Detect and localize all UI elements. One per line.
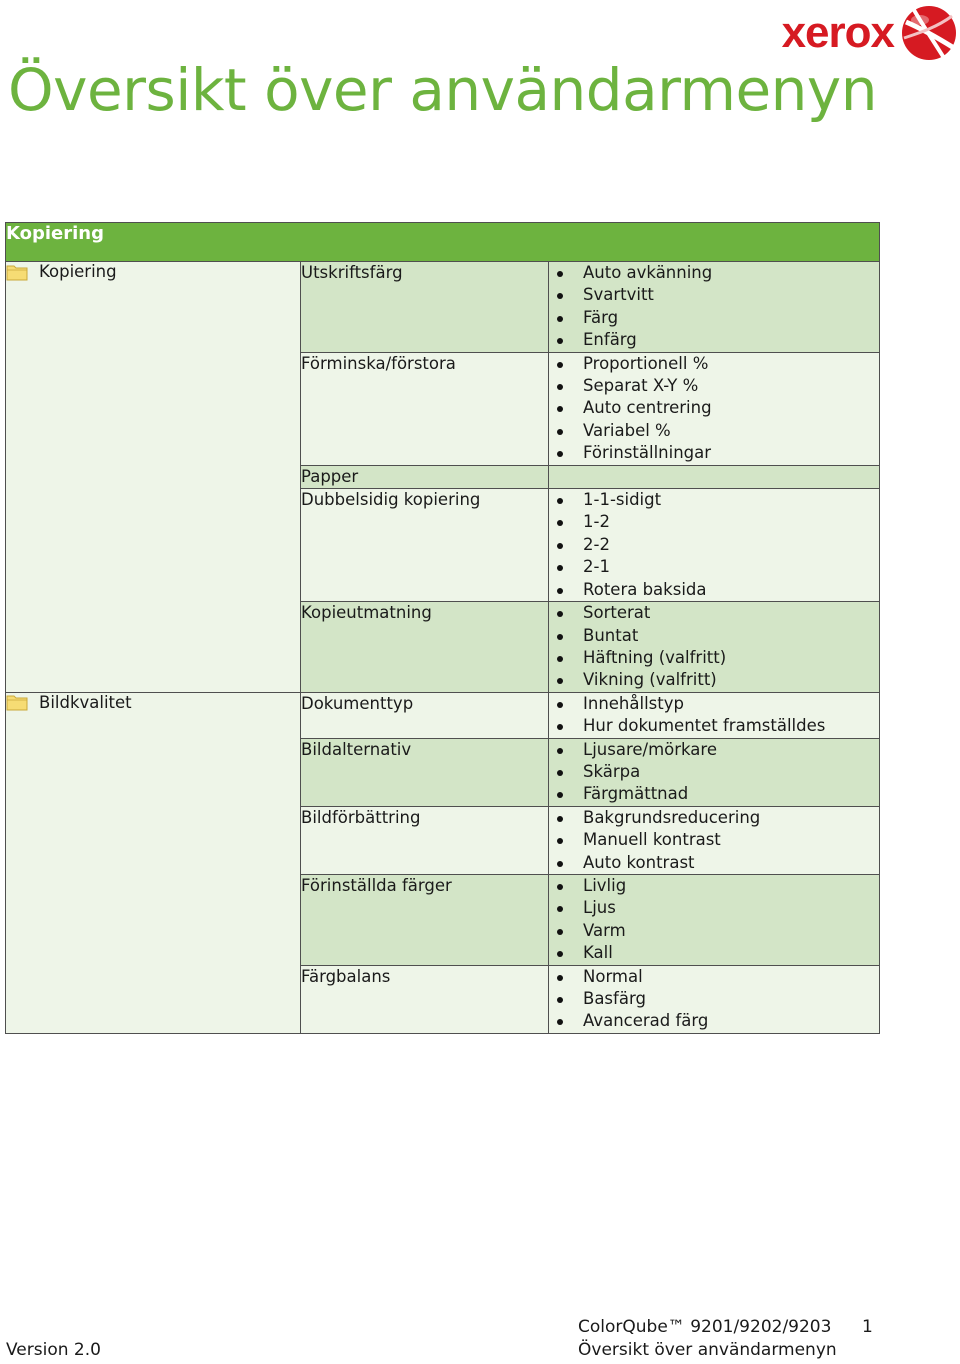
menu-row bbox=[6, 692, 880, 738]
user-menu-table bbox=[5, 222, 880, 1034]
option-item: Ljus bbox=[549, 897, 879, 919]
feature-name: Bildalternativ bbox=[301, 738, 549, 806]
feature-name: Papper bbox=[301, 465, 549, 488]
option-item: Förinställningar bbox=[549, 442, 879, 464]
option-item: Avancerad färg bbox=[549, 1010, 879, 1032]
feature-name: Bildförbättring bbox=[301, 806, 549, 874]
xerox-sphere-icon bbox=[900, 4, 958, 62]
option-list bbox=[549, 693, 879, 738]
option-list bbox=[549, 807, 879, 874]
footer-page-number: 1 bbox=[862, 1317, 873, 1337]
category-cell bbox=[6, 262, 301, 693]
option-item: Manuell kontrast bbox=[549, 829, 879, 851]
category-item bbox=[6, 262, 300, 281]
option-list bbox=[549, 966, 879, 1033]
option-item: Färgmättnad bbox=[549, 783, 879, 805]
option-item: Färg bbox=[549, 307, 879, 329]
option-item: 2-1 bbox=[549, 556, 879, 578]
option-item: Sorterat bbox=[549, 602, 879, 624]
option-item: Basfärg bbox=[549, 988, 879, 1010]
option-item: Vikning (valfritt) bbox=[549, 669, 879, 691]
feature-name: Kopieutmatning bbox=[301, 602, 549, 693]
option-item: Rotera baksida bbox=[549, 579, 879, 601]
option-list bbox=[549, 489, 879, 601]
feature-options bbox=[549, 465, 880, 488]
option-list bbox=[549, 262, 879, 352]
option-item: Svartvitt bbox=[549, 284, 879, 306]
footer-product: ColorQube™ 9201/9202/9203 bbox=[578, 1317, 832, 1337]
feature-options bbox=[549, 602, 880, 693]
option-item: 2-2 bbox=[549, 534, 879, 556]
feature-name: Förminska/förstora bbox=[301, 352, 549, 465]
footer-version: Version 2.0 bbox=[6, 1340, 101, 1360]
feature-options bbox=[549, 692, 880, 738]
feature-options bbox=[549, 874, 880, 965]
option-item: Bakgrundsreducering bbox=[549, 807, 879, 829]
feature-name: Förinställda färger bbox=[301, 874, 549, 965]
footer-doc-title: Översikt över användarmenyn bbox=[578, 1340, 837, 1360]
option-item: Auto kontrast bbox=[549, 852, 879, 874]
category-label: Bildkvalitet bbox=[39, 692, 132, 712]
option-item: Hur dokumentet framställdes bbox=[549, 715, 879, 737]
feature-name: Dubbelsidig kopiering bbox=[301, 489, 549, 602]
category-label: Kopiering bbox=[39, 262, 117, 281]
feature-options bbox=[549, 806, 880, 874]
option-item: Kall bbox=[549, 942, 879, 964]
folder-icon bbox=[6, 693, 28, 711]
option-item: Häftning (valfritt) bbox=[549, 647, 879, 669]
option-item: Varm bbox=[549, 920, 879, 942]
option-item: 1-1-sidigt bbox=[549, 489, 879, 511]
category-item bbox=[6, 693, 300, 712]
option-item: Buntat bbox=[549, 625, 879, 647]
option-item: Proportionell % bbox=[549, 353, 879, 375]
option-list bbox=[549, 739, 879, 806]
option-item: Enfärg bbox=[549, 329, 879, 351]
menu-row bbox=[6, 262, 880, 353]
feature-options bbox=[549, 738, 880, 806]
feature-name: Utskriftsfärg bbox=[301, 262, 549, 353]
feature-options bbox=[549, 965, 880, 1033]
option-item: Auto avkänning bbox=[549, 262, 879, 284]
feature-name: Färgbalans bbox=[301, 965, 549, 1033]
feature-name: Dokumenttyp bbox=[301, 692, 549, 738]
option-list bbox=[549, 353, 879, 465]
option-item: Ljusare/mörkare bbox=[549, 739, 879, 761]
option-list bbox=[549, 875, 879, 965]
option-item: Variabel % bbox=[549, 420, 879, 442]
xerox-logo bbox=[782, 4, 958, 62]
section-header: Kopiering bbox=[6, 223, 880, 262]
feature-options bbox=[549, 262, 880, 353]
option-item: Separat X-Y % bbox=[549, 375, 879, 397]
option-item: Normal bbox=[549, 966, 879, 988]
page-title: Översikt över användarmenyn bbox=[8, 56, 878, 124]
xerox-logo-text: xerox bbox=[781, 8, 894, 57]
option-item: Innehållstyp bbox=[549, 693, 879, 715]
option-item: Livlig bbox=[549, 875, 879, 897]
feature-options bbox=[549, 489, 880, 602]
option-item: 1-2 bbox=[549, 511, 879, 533]
option-list bbox=[549, 602, 879, 692]
category-cell bbox=[6, 692, 301, 1033]
option-item: Skärpa bbox=[549, 761, 879, 783]
option-item: Auto centrering bbox=[549, 397, 879, 419]
feature-options bbox=[549, 352, 880, 465]
folder-icon bbox=[6, 263, 28, 281]
